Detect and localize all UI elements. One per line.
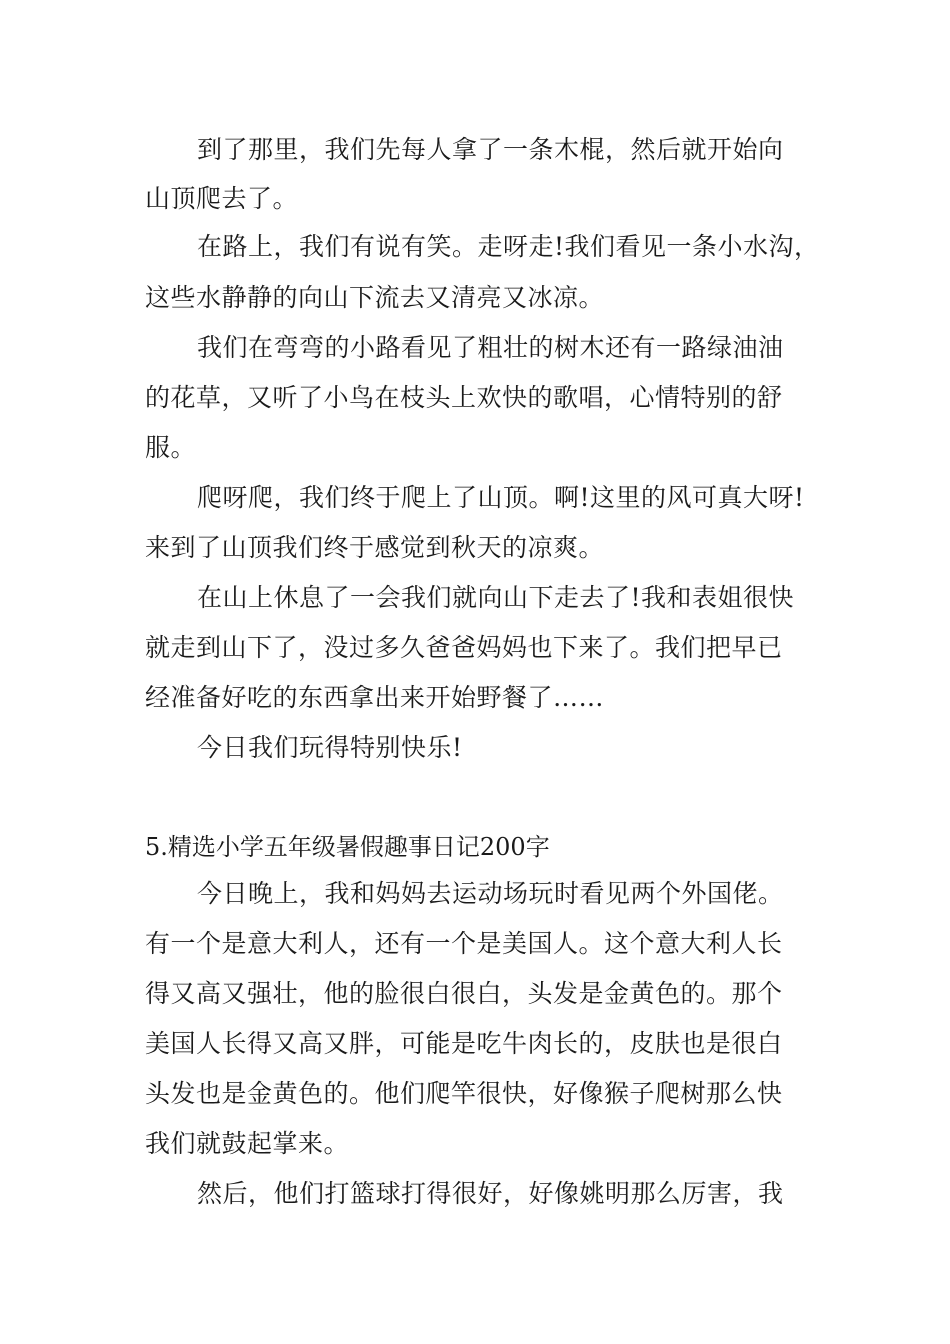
paragraph-line: 山顶爬去了。: [145, 184, 299, 213]
paragraph-line: 有一个是意大利人，还有一个是美国人。这个意大利人长: [145, 929, 783, 958]
paragraph-line: 我们就鼓起掌来。: [145, 1129, 350, 1158]
paragraph-line: 美国人长得又高又胖，可能是吃牛肉长的，皮肤也是很白: [145, 1029, 783, 1058]
paragraph-line: 在山上休息了一会我们就向山下走去了!我和表姐很快: [197, 583, 795, 612]
paragraph-line: 经准备好吃的东西拿出来开始野餐了……: [145, 683, 605, 712]
paragraph-line: 的花草，又听了小鸟在枝头上欢快的歌唱，心情特别的舒: [145, 383, 783, 412]
paragraph-line: 得又高又强壮，他的脸很白很白，头发是金黄色的。那个: [145, 979, 783, 1008]
paragraph-line: 在路上，我们有说有笑。走呀走!我们看见一条小水沟，: [197, 232, 820, 261]
paragraph-line: 然后，他们打篮球打得很好，好像姚明那么厉害，我: [197, 1179, 784, 1208]
paragraph-line: 今日晚上，我和妈妈去运动场玩时看见两个外国佬。: [197, 879, 784, 908]
paragraph-line: 到了那里，我们先每人拿了一条木棍，然后就开始向: [197, 135, 784, 164]
paragraph-line: 就走到山下了，没过多久爸爸妈妈也下来了。我们把早已: [145, 633, 783, 662]
paragraph-line: 这些水静静的向山下流去又清亮又冰凉。: [145, 283, 605, 312]
paragraph-line: 头发也是金黄色的。他们爬竿很快，好像猴子爬树那么快: [145, 1079, 783, 1108]
paragraph-line: 来到了山顶我们终于感觉到秋天的凉爽。: [145, 533, 605, 562]
paragraph-line: 爬呀爬，我们终于爬上了山顶。啊!这里的风可真大呀!: [197, 483, 805, 512]
section-heading: 5.精选小学五年级暑假趣事日记200字: [145, 833, 550, 861]
paragraph-line: 服。: [145, 433, 197, 462]
paragraph-line: 今日我们玩得特别快乐!: [197, 733, 463, 762]
paragraph-line: 我们在弯弯的小路看见了粗壮的树木还有一路绿油油: [197, 333, 784, 362]
